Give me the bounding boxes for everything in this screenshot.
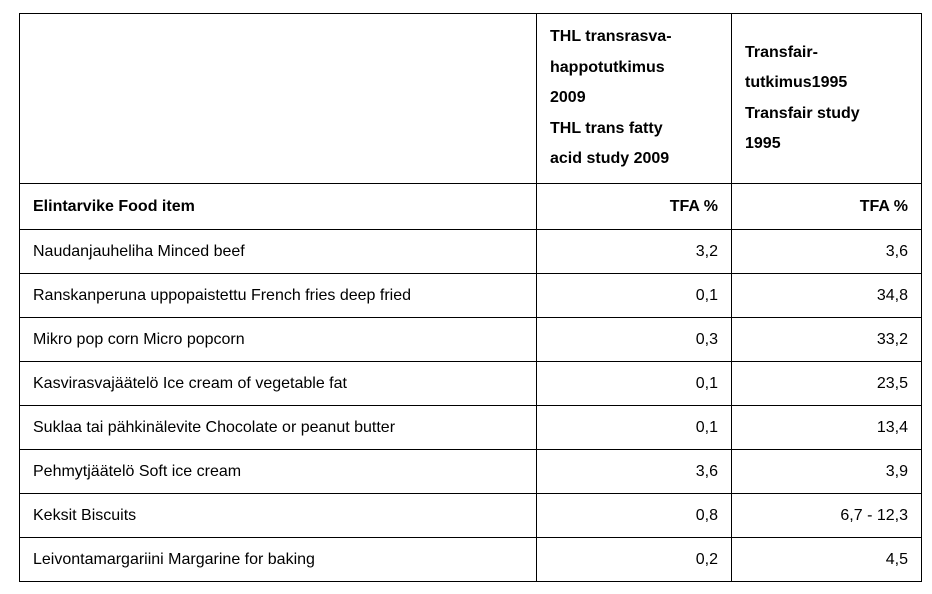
tfa-2009-cell: 0,8	[537, 494, 732, 538]
tfa-2009-cell: 0,3	[537, 318, 732, 362]
header-thl-2009-line: THL trans fatty	[550, 119, 663, 137]
table-row	[20, 494, 922, 538]
tfa-2009-cell: 0,2	[537, 538, 732, 582]
header-thl-2009-line: THL transrasva-	[550, 28, 672, 46]
header-thl-2009-line: happotutkimus	[550, 58, 665, 76]
food-item-cell: Kasvirasvajäätelö Ice cream of vegetable fat	[20, 362, 537, 406]
header-transfair-1995	[732, 14, 922, 184]
food-item-cell: Mikro pop corn Micro popcorn	[20, 318, 537, 362]
header-transfair-1995-line: tutkimus1995	[745, 74, 848, 91]
tfa-1995-cell: 13,4	[732, 406, 922, 450]
food-item-cell: Keksit Biscuits	[20, 494, 537, 538]
tfa-comparison-table	[19, 13, 922, 582]
tfa-1995-cell: 23,5	[732, 362, 922, 406]
tfa-1995-cell: 6,7 - 12,3	[732, 494, 922, 538]
table-row	[20, 230, 922, 274]
table-row	[20, 406, 922, 450]
table-row	[20, 538, 922, 582]
tfa-1995-cell: 4,5	[732, 538, 922, 582]
table-row	[20, 318, 922, 362]
header-transfair-1995-line: Transfair-	[745, 43, 818, 61]
food-item-cell: Ranskanperuna uppopaistettu French fries deep fried	[20, 274, 537, 318]
header-thl-2009-line: 2009	[550, 89, 586, 107]
header-empty-cell	[20, 14, 537, 184]
header-thl-2009-line: acid study 2009	[550, 150, 670, 168]
food-item-cell: Suklaa tai pähkinälevite Chocolate or peanut butter	[20, 406, 537, 450]
tfa-2009-header: TFA %	[537, 184, 732, 230]
tfa-1995-header: TFA %	[732, 184, 922, 230]
tfa-1995-cell: 33,2	[732, 318, 922, 362]
tfa-1995-cell: 3,6	[732, 230, 922, 274]
tfa-1995-cell: 34,8	[732, 274, 922, 318]
tfa-1995-cell: 3,9	[732, 450, 922, 494]
tfa-2009-cell: 3,2	[537, 230, 732, 274]
tfa-2009-cell: 0,1	[537, 406, 732, 450]
tfa-2009-cell: 3,6	[537, 450, 732, 494]
table-row	[20, 274, 922, 318]
header-transfair-1995-line: 1995	[745, 135, 781, 152]
tfa-2009-cell: 0,1	[537, 274, 732, 318]
table-row	[20, 362, 922, 406]
food-item-header: Elintarvike Food item	[20, 184, 537, 230]
food-item-cell: Pehmytjäätelö Soft ice cream	[20, 450, 537, 494]
header-row	[20, 14, 922, 184]
header-transfair-1995-line: Transfair study	[745, 104, 860, 122]
tfa-2009-cell: 0,1	[537, 362, 732, 406]
subheader-row	[20, 184, 922, 230]
table-row	[20, 450, 922, 494]
header-thl-2009	[537, 14, 732, 184]
food-item-cell: Naudanjauheliha Minced beef	[20, 230, 537, 274]
food-item-cell: Leivontamargariini Margarine for baking	[20, 538, 537, 582]
